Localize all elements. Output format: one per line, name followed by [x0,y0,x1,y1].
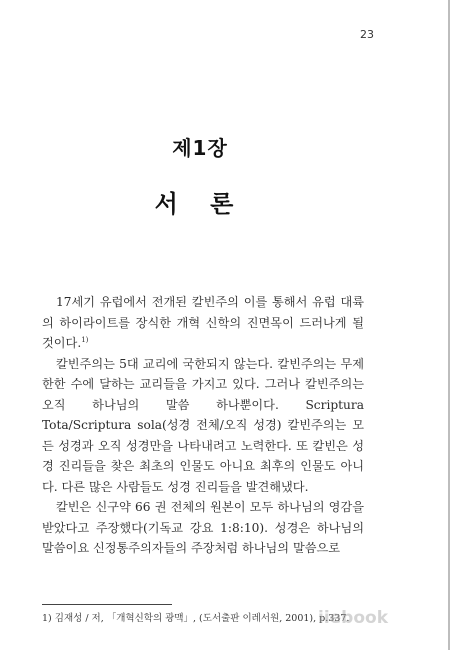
paragraph [42,292,364,354]
footnote-marker: 1) [81,335,89,344]
paragraph [42,497,364,559]
body-text [42,292,364,559]
chapter-number: 제1장 [172,136,228,160]
watermark-logo: iiebook [318,608,389,628]
footnote: 1) 김재성 / 저, 「개혁신학의 광맥」, (도서출판 이레서원, 2001), p.337. [42,613,350,624]
chapter-title: 서 론 [154,190,246,218]
paragraph-text: 17세기 유럽에서 전개된 칼빈주의 이를 통해서 유럽 대륙의 하이라이트를 장식한 개혁 신학의 진면목이 드러나게 될 것이다. [42,295,364,350]
paragraph-text: 칼빈주의는 5대 교리에 국한되지 않는다. 칼빈주의는 무제한한 수에 달하는 교리들을 가지고 있다. 그러나 칼빈주의는 오직 하나님의 말씀 하나뿐이다. Scriptura Tota/Scriptura sola(성경 전체/오직 성경) 칼빈주의는 모든 성경과 오직 성경만을 나타내려고 노력한다. 또 칼빈은 성경 진리들을 찾은 최초의 인물도 아니요 최후의 인물도 아니다. 다른 많은 사람들도 성경 진리들을 발견해냈다. [42,356,364,494]
page-number: 23 [360,28,374,41]
footnote-divider [42,604,172,605]
paragraph [42,354,364,498]
paragraph-text: 칼빈은 신구약 66 권 전체의 원본이 모두 하나님의 영감을 받았다고 주장했다(기독교 강요 1:8:10). 성경은 하나님의 말씀이요 신정통주의자들의 주장처럼 하나님의 말씀으로 [42,500,364,555]
